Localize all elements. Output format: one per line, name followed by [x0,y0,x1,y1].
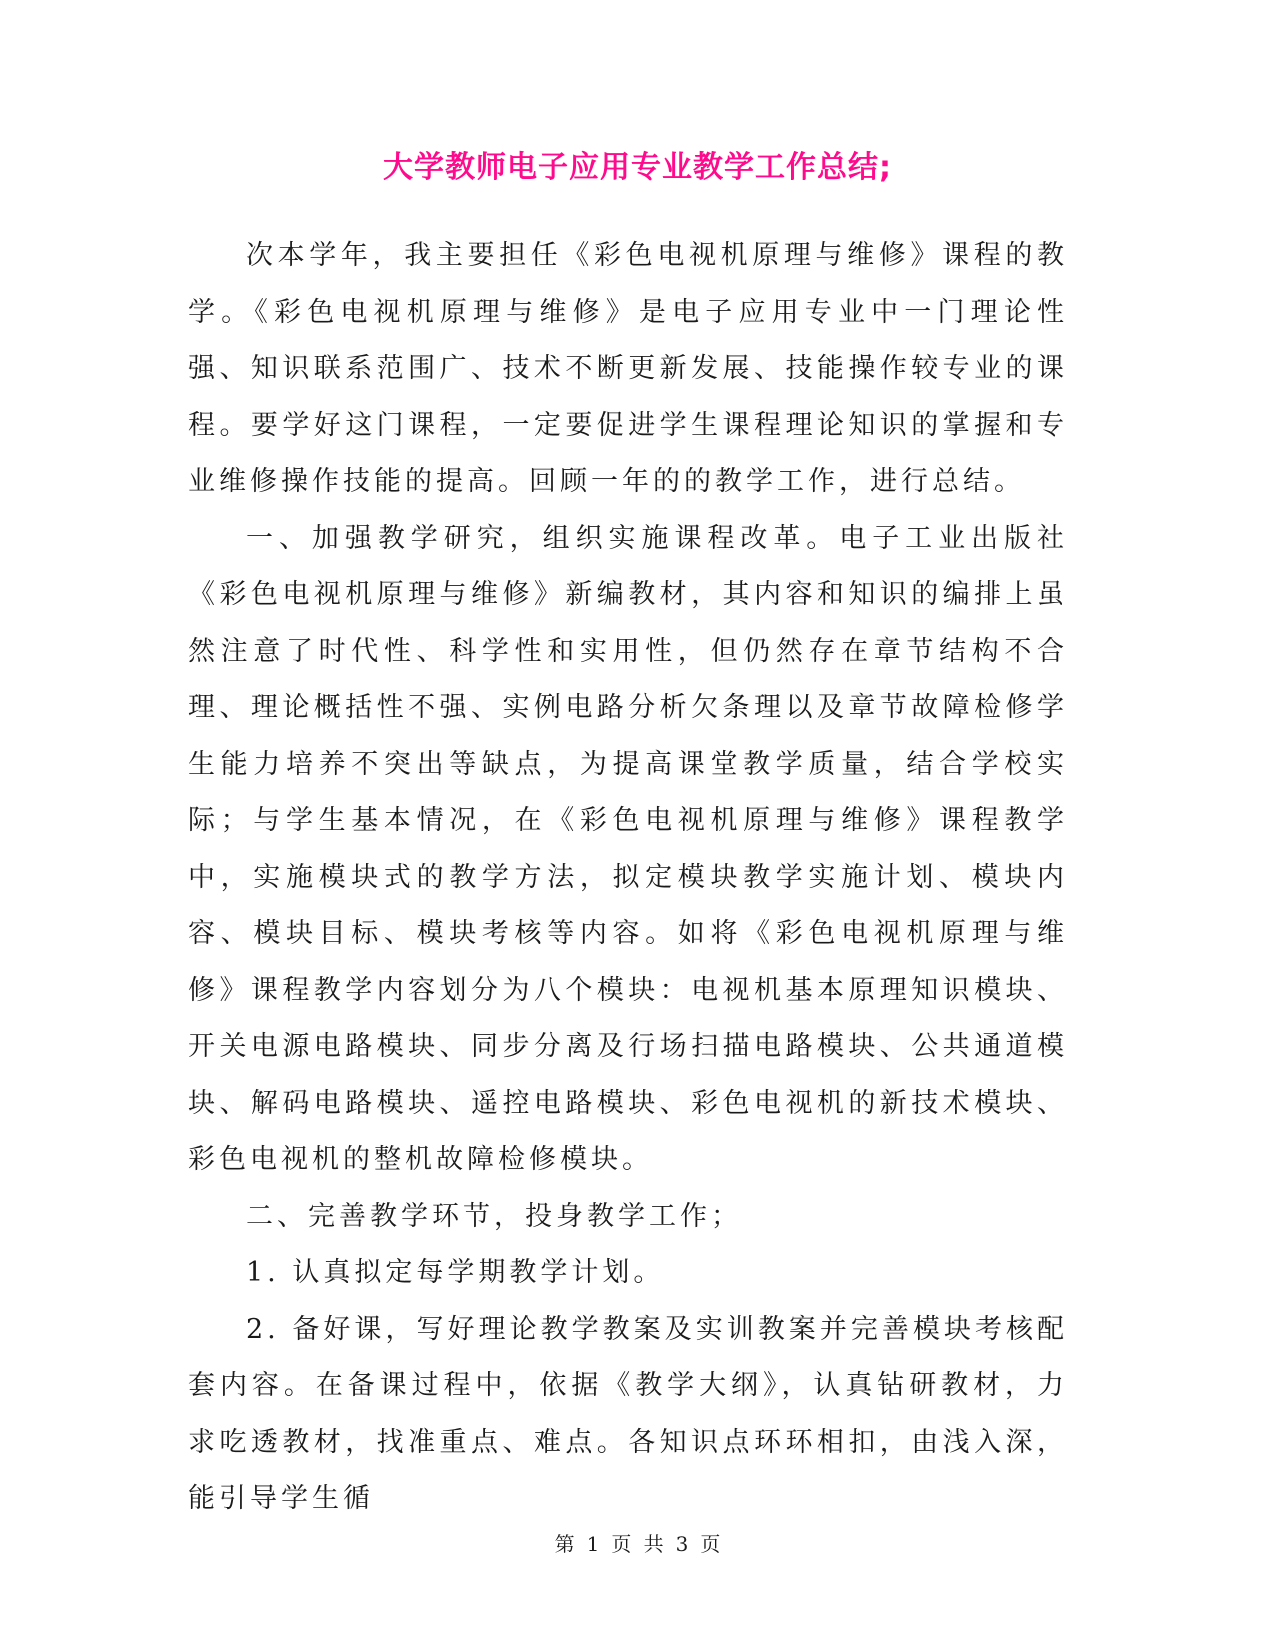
paragraph-item-two: 2. 备好课，写好理论教学教案及实训教案并完善模块考核配套内容。在备课过程中，依据《教学大纲》，认真钻研教材，力求吃透教材，找准重点、难点。各知识点环环相扣，由浅入深，能引导学生循 [188,1313,1068,1514]
page-footer [0,1531,1275,1557]
footer-suffix: 页 [700,1532,721,1556]
footer-page-number: 1 [586,1532,600,1556]
paragraph-item-one: 1. 认真拟定每学期教学计划。 [246,1257,665,1288]
footer-middle: 页 共 [611,1532,664,1556]
footer-total-pages: 3 [675,1532,689,1556]
document-body [188,228,1068,1528]
paragraph-intro: 次本学年，我主要担任《彩色电视机原理与维修》课程的教学。《彩色电视机原理与维修》是电子应用专业中一门理论性强、知识联系范围广、技术不断更新发展、技能操作较专业的课程。要学好这门课程，一定要促进学生课程理论知识的掌握和专业维修操作技能的提高。回顾一年的的教学工作，进行总结。 [188,240,1068,497]
paragraph-section-one: 一、加强教学研究，组织实施课程改革。电子工业出版社《彩色电视机原理与维修》新编教材，其内容和知识的编排上虽然注意了时代性、科学性和实用性，但仍然存在章节结构不合理、理论概括性不强、实例电路分析欠条理以及章节故障检修学生能力培养不突出等缺点，为提高课堂教学质量，结合学校实际；与学生基本情况，在《彩色电视机原理与维修》课程教学中，实施模块式的教学方法，拟定模块教学实施计划、模块内容、模块目标、模块考核等内容。如将《彩色电视机原理与维修》课程教学内容划分为八个模块：电视机基本原理知识模块、开关电源电路模块、同步分离及行场扫描电路模块、公共通道模块、解码电路模块、遥控电路模块、彩色电视机的新技术模块、彩色电视机的整机故障检修模块。 [188,522,1068,1175]
document-title: 大学教师电子应用专业教学工作总结; [383,150,892,185]
paragraph-section-two-heading: 二、完善教学环节，投身教学工作； [246,1200,742,1232]
footer-prefix: 第 [554,1532,575,1556]
